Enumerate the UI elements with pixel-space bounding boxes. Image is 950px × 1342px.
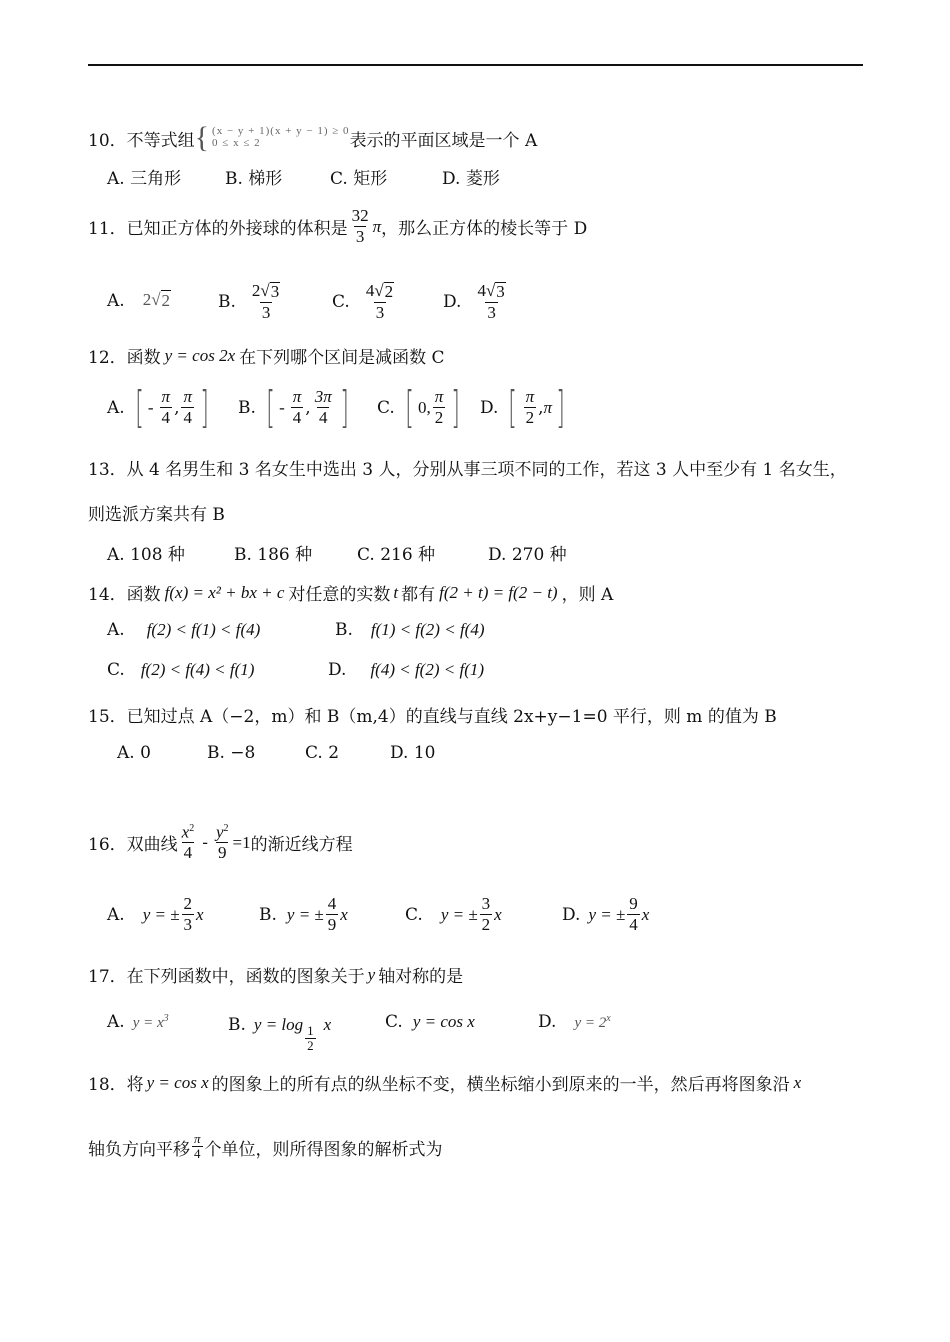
q13-option-d: D. 270 种 xyxy=(488,545,567,565)
q16-option-d: D. y = ± $\frac{9}{4}$ x xyxy=(562,894,650,934)
question-14: 14．函数 f(x) = x² + bx + c 对任意的实数 t 都有 f(2 + t) = f(2 − t) ，则 A xyxy=(88,582,614,605)
q18-line1: 18．将 y = cos x 的图象上的所有点的纵坐标不变，横坐标缩小到原来的一半，然后再将图象沿 x xyxy=(88,1072,802,1095)
q10-tail: 表示的平面区域是一个 A xyxy=(349,130,538,151)
q14-function: f(x) = x² + bx + c xyxy=(164,582,285,602)
q18-line2: 轴负方向平移 $\frac{\pi}{4}$ 个单位，则所得图象的解析式为 xyxy=(88,1131,443,1162)
q17-option-a: A. $y = x^3$ xyxy=(107,1012,169,1032)
q14-option-c: C. f(2) < f(4) < f(1) xyxy=(107,660,255,680)
q11-option-a: A. 2√ 2 xyxy=(107,290,171,311)
q13-option-a: A. 108 种 xyxy=(107,545,185,565)
q10-sys-row1: (x − y + 1)(x + y − 1) ≥ 0 xyxy=(212,125,350,138)
q15-option-c: C. 2 xyxy=(305,743,340,763)
q14-option-d: D. f(4) < f(2) < f(1) xyxy=(328,660,485,680)
question-16: 16．双曲线 $\frac{x^2}{4}$ - $\frac{y^2}{9}$ =1 的渐近线方程 xyxy=(88,822,353,863)
q12-tail: 在下列哪个区间是减函数 C xyxy=(239,348,445,368)
q13-option-c: C. 216 种 xyxy=(357,545,436,565)
question-15: 15．已知过点 A（−2，m）和 B（m,4）的直线与直线 2x+y−1=0 平行，则 m 的值为 B xyxy=(88,707,777,727)
q11-tail: ，那么正方体的棱长等于 D xyxy=(381,219,588,240)
q16-option-a: A. y = ± $\frac{2}{3}$ x xyxy=(107,894,204,934)
q12-option-d: D. [ $\frac{\pi}{2}$ , π ] xyxy=(480,382,565,433)
q10-option-d: D. 菱形 xyxy=(442,169,500,189)
q10-option-a: A. 三角形 xyxy=(107,169,182,189)
q13-line1: 13．从 4 名男生和 3 名女生中选出 3 人，分别从事三项不同的工作，若这 3 人中至少有 1 名女生， xyxy=(88,460,847,480)
q12-stem: 12．函数 xyxy=(88,348,161,368)
q11-fraction: $\frac{32}{3}$ xyxy=(351,206,369,246)
q17-option-c: C. y = cos x xyxy=(385,1012,475,1032)
q14-option-a: A. f(2) < f(1) < f(4) xyxy=(107,620,261,640)
question-10 xyxy=(88,121,537,155)
q17-option-b: B. y = log $\frac{1}{2}$ x xyxy=(228,1015,332,1054)
q16-option-c: C. y = ± $\frac{3}{2}$ x xyxy=(405,894,502,934)
q10-option-b: B. 梯形 xyxy=(225,169,283,189)
q11-option-c: C. 4√ 2 3 xyxy=(332,281,394,322)
question-12 xyxy=(88,343,445,368)
q11-stem: 11．已知正方体的外接球的体积是 xyxy=(88,219,348,240)
q11-pi: π xyxy=(372,216,382,236)
q13-option-b: B. 186 种 xyxy=(234,545,313,565)
q15-option-d: D. 10 xyxy=(390,743,436,763)
question-11 xyxy=(88,207,587,246)
q10-stem: 10．不等式组 xyxy=(88,130,195,151)
q11-option-b: B. 2√ 3 3 xyxy=(218,281,280,322)
q12-option-c: C. [ 0, $\frac{\pi}{2}$ ] xyxy=(377,382,461,433)
q10-option-c: C. 矩形 xyxy=(330,169,388,189)
q12-option-a: A. [ - $\frac{\pi}{4}$ , $\frac{\pi}{4}$ ] xyxy=(107,382,209,433)
q11-option-d: D. 4√ 3 3 xyxy=(443,281,505,322)
q13-line2: 则选派方案共有 B xyxy=(88,505,225,525)
q15-option-b: B. −8 xyxy=(207,743,256,763)
q16-option-b: B. y = ± $\frac{4}{9}$ x xyxy=(259,894,348,934)
q12-option-b: B. [ - $\frac{\pi}{4}$ , $\frac{3\pi}{4}$ ] xyxy=(238,382,349,433)
q14-condition: f(2 + t) = f(2 − t) xyxy=(439,582,558,602)
q17-option-d: D. $y = 2^x$ xyxy=(538,1012,611,1032)
q10-sys-row2: 0 ≤ x ≤ 2 xyxy=(212,137,261,149)
q12-function: y = cos 2x xyxy=(164,345,236,365)
q14-option-b: B. f(1) < f(2) < f(4) xyxy=(335,620,485,640)
question-17: 17．在下列函数中，函数的图象关于 y 轴对称的是 xyxy=(88,964,464,987)
q10-inequality-system: { (x − y + 1)(x + y − 1) ≥ 0 0 ≤ x ≤ 2 xyxy=(194,121,350,154)
header-rule xyxy=(88,64,863,66)
q15-option-a: A. 0 xyxy=(117,743,151,763)
